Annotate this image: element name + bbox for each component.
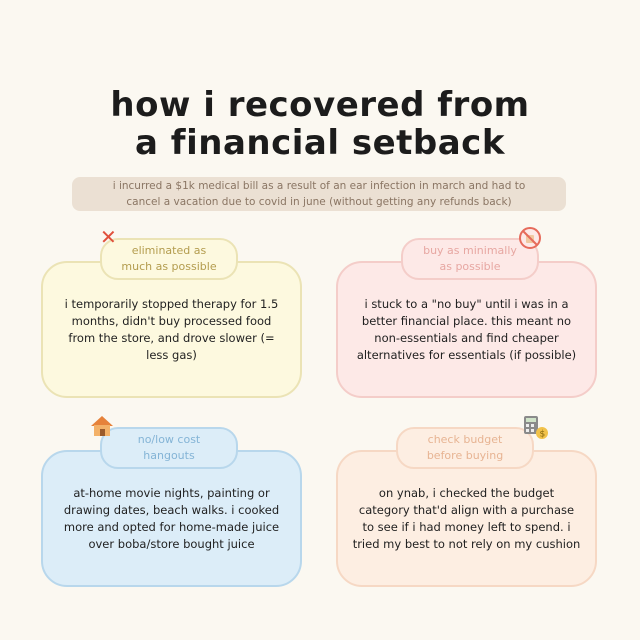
subtitle-banner xyxy=(72,177,566,211)
tag-line-2: as possible xyxy=(439,260,501,273)
tag-line-1: eliminated as xyxy=(131,244,207,257)
tag-eliminate xyxy=(100,238,238,280)
card-body-text: i temporarily stopped therapy for 1.5 months, didn't buy processed food from the store, and drove slower (= less gas) xyxy=(64,296,279,362)
card-body-text: i stuck to a "no buy" until i was in a better financial place. this meant no non-essentials and find cheaper alternatives for essentials (if possible) xyxy=(356,296,577,362)
card-body-text: at-home movie nights, painting or drawing dates, beach walks. i cooked more and opted for home-made juice over boba/store bought juice xyxy=(63,485,280,551)
tag-line-1: no/low cost xyxy=(137,433,201,446)
card-body-text: on ynab, i checked the budget category that'd align with a purchase to see if i had money left to spend. i tried my best to not rely on my cushion xyxy=(352,485,581,551)
house-icon xyxy=(89,414,115,442)
tag-line-2: much as possible xyxy=(121,260,217,273)
tag-low-cost-hangouts xyxy=(100,427,238,469)
tag-line-2: before buying xyxy=(426,449,504,462)
tag-check-budget xyxy=(396,427,534,469)
tag-line-2: hangouts xyxy=(143,449,195,462)
subtitle-line-1: i incurred a $1k medical bill as a result of an ear infection in march and had to xyxy=(112,180,526,192)
svg-text:$: $ xyxy=(539,429,546,440)
page-title xyxy=(0,86,640,162)
tag-line-1: check budget xyxy=(427,433,503,446)
card-buy-minimally xyxy=(336,261,597,398)
subtitle-line-2: cancel a vacation due to covid in june (without getting any refunds back) xyxy=(126,196,512,208)
card-eliminate xyxy=(41,261,302,398)
card-check-budget xyxy=(336,450,597,587)
tag-line-1: buy as minimally xyxy=(423,244,517,257)
card-low-cost-hangouts xyxy=(41,450,302,587)
calculator-money-icon xyxy=(522,414,550,446)
cross-mark-icon: ✕ xyxy=(100,225,117,249)
title-line-1: how i recovered from xyxy=(110,85,530,125)
no-shopping-icon xyxy=(518,226,542,254)
title-line-2: a financial setback xyxy=(135,123,505,163)
